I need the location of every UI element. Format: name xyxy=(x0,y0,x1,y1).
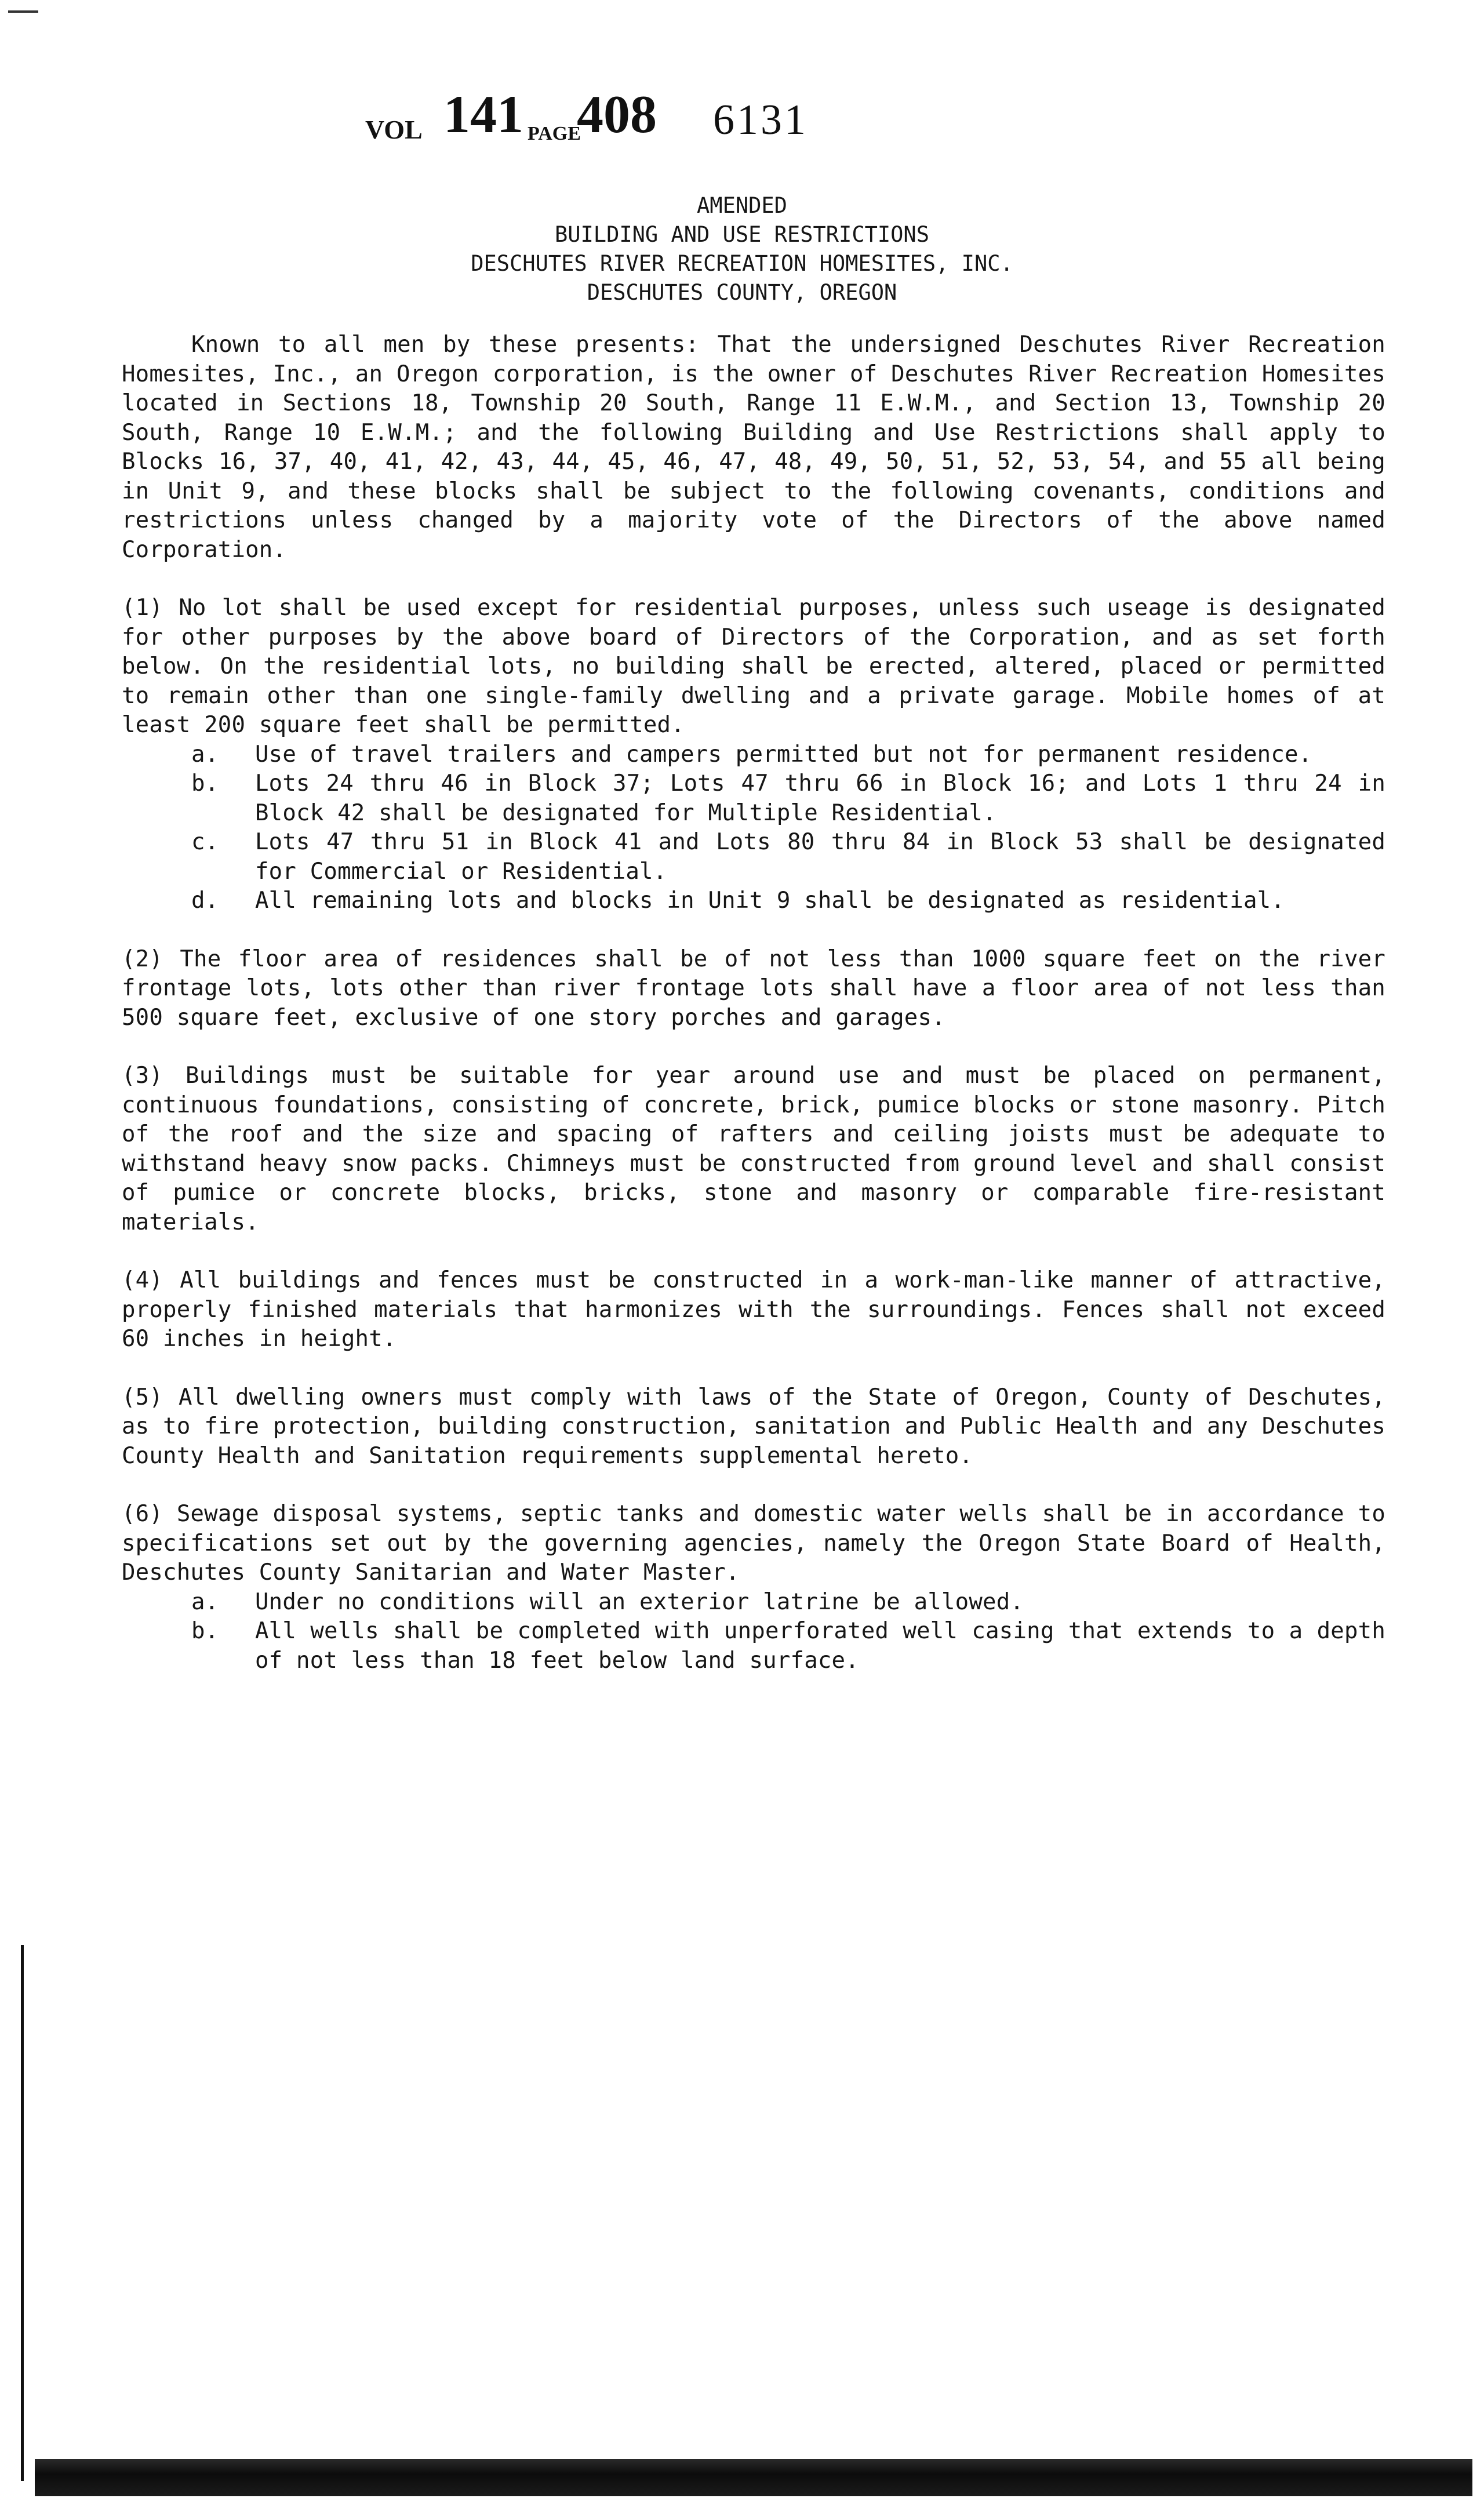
heading-line: DESCHUTES COUNTY, OREGON xyxy=(587,280,897,305)
item-text: Lots 24 thru 46 in Block 37; Lots 47 thru 66 in Block 16; and Lots 1 thru 24 in Block 42 shall be designated for Multiple Residential. xyxy=(255,770,1385,826)
scan-corner-mark xyxy=(8,10,38,13)
page-label: PAGE xyxy=(528,123,581,144)
item-text: All wells shall be completed with unperforated well casing that extends to a depth of not less than 18 feet below land surface. xyxy=(255,1618,1385,1674)
clause-1-list xyxy=(122,740,1385,916)
item-text: Use of travel trailers and campers permitted but not for permanent residence. xyxy=(255,741,1312,768)
list-item xyxy=(122,828,1385,886)
intro-paragraph: Known to all men by these presents: That the undersigned Deschutes River Recreation Homesites, Inc., an Oregon corporation, is the owner of Deschutes River Recreation Homesites located in Sections 18, Township 20 South, Range 11 E.W.M., and Section 13, Township 20 South, Range 10 E.W.M.; and the following Building and Use Restrictions shall apply to Blocks 16, 37, 40, 41, 42, 43, 44, 45, 46, 47, 48, 49, 50, 51, 52, 53, 54, and 55 all being in Unit 9, and these blocks shall be subject to the following covenants, conditions and restrictions unless changed by a majority vote of the Directors of the above named Corporation. xyxy=(122,332,1385,563)
page-number: 408 xyxy=(577,85,657,144)
volume-number: 141 xyxy=(443,85,523,144)
item-text: Under no conditions will an exterior latrine be allowed. xyxy=(255,1588,1024,1615)
clause-2: (2) The floor area of residences shall be of not less than 1000 square feet on the river frontage lots, lots other than river frontage lots shall have a floor area of not less than 500 square feet, exclusive of one story porches and garages. xyxy=(122,946,1385,1031)
clause-4: (4) All buildings and fences must be constructed in a work-man-like manner of attractive, properly finished materials that harmonizes with the surroundings. Fences shall not exceed 60 inches in height. xyxy=(122,1267,1385,1352)
scan-bottom-edge xyxy=(35,2459,1472,2496)
list-item xyxy=(122,886,1385,916)
list-item xyxy=(122,740,1385,770)
item-text: Lots 47 thru 51 in Block 41 and Lots 80 thru 84 in Block 53 shall be designated for Commercial or Residential. xyxy=(255,829,1385,885)
scan-margin-line xyxy=(21,1945,24,2481)
item-marker: d. xyxy=(191,888,219,914)
item-marker: c. xyxy=(191,829,219,855)
item-marker: b. xyxy=(191,1618,219,1644)
item-text: All remaining lots and blocks in Unit 9 shall be designated as residential. xyxy=(255,888,1285,914)
clause-5: (5) All dwelling owners must comply with laws of the State of Oregon, County of Deschutes, as to fire protection, building construction, sanitation and Public Health and any Deschutes County Health and Sanitation requirements supplemental hereto. xyxy=(122,1384,1385,1469)
item-marker: a. xyxy=(191,1588,219,1615)
clause-1: (1) No lot shall be used except for residential purposes, unless such useage is designated for other purposes by the above board of Directors of the Corporation, and as set forth below. On the residential lots, no building shall be erected, altered, placed or permitted to remain other than one single-family dwelling and a private garage. Mobile homes of at least 200 square feet shall be permitted. xyxy=(122,595,1385,738)
list-item xyxy=(122,1588,1385,1617)
list-item xyxy=(122,769,1385,828)
item-marker: a. xyxy=(191,741,219,768)
document-heading xyxy=(0,191,1484,307)
heading-line: BUILDING AND USE RESTRICTIONS xyxy=(554,222,929,247)
clause-6: (6) Sewage disposal systems, septic tanks and domestic water wells shall be in accordance to specifications set out by the governing agencies, namely the Oregon State Board of Health, Deschutes County Sanitarian and Water Master. xyxy=(122,1501,1385,1586)
volume-label: VOL xyxy=(365,115,423,144)
clause-3: (3) Buildings must be suitable for year around use and must be placed on permanent, continuous foundations, consisting of concrete, brick, pumice blocks or stone masonry. Pitch of the roof and the size and spacing of rafters and ceiling joists must be adequate to withstand heavy snow packs. Chimneys must be constructed from ground level and shall consist of pumice or concrete blocks, bricks, stone and masonry or comparable fire-resistant materials. xyxy=(122,1063,1385,1235)
heading-line: AMENDED xyxy=(697,193,787,218)
item-marker: b. xyxy=(191,770,219,797)
clause-6-list xyxy=(122,1588,1385,1676)
heading-line: DESCHUTES RIVER RECREATION HOMESITES, INC. xyxy=(471,251,1013,276)
list-item xyxy=(122,1617,1385,1675)
document-body xyxy=(122,330,1385,1704)
document-number: 6131 xyxy=(713,96,808,144)
